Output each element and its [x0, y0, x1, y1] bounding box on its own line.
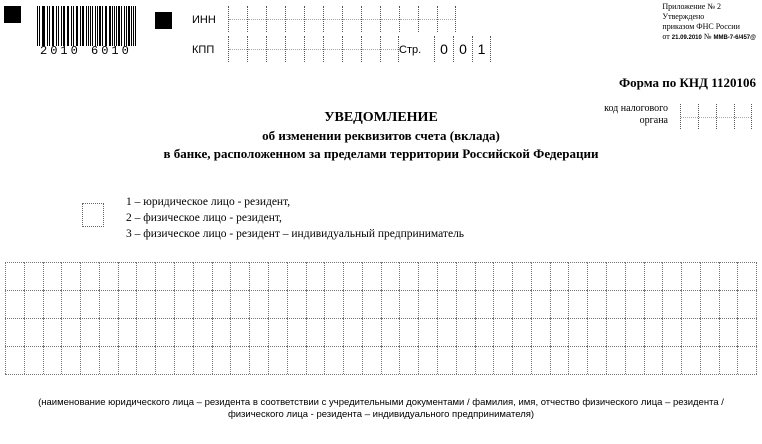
- input-cell[interactable]: [174, 346, 193, 374]
- input-cell[interactable]: [285, 36, 304, 62]
- applicant-type-option-2: 2 – физическое лицо - резидент,: [126, 212, 282, 224]
- inn-field[interactable]: [228, 6, 456, 32]
- input-cell[interactable]: [155, 346, 174, 374]
- name-grid-row: [5, 346, 757, 375]
- input-cell[interactable]: [418, 346, 437, 374]
- input-cell[interactable]: [343, 290, 362, 318]
- input-cell[interactable]: [700, 318, 719, 346]
- approval-number: ММВ-7-6/457@: [713, 35, 756, 41]
- input-cell[interactable]: [324, 346, 343, 374]
- document-title: УВЕДОМЛЕНИЕ: [324, 110, 438, 125]
- input-cell[interactable]: [99, 290, 118, 318]
- input-cell[interactable]: [361, 6, 380, 32]
- input-cell[interactable]: [550, 318, 569, 346]
- approval-block: [662, 2, 756, 43]
- input-cell[interactable]: [80, 262, 99, 290]
- input-cell[interactable]: [323, 36, 342, 62]
- document-subtitle-2: в банке, расположенном за пределами территории Российской Федерации: [163, 146, 599, 161]
- input-cell[interactable]: [230, 262, 249, 290]
- input-cell[interactable]: [247, 6, 266, 32]
- input-cell[interactable]: [587, 318, 606, 346]
- input-cell[interactable]: [80, 290, 99, 318]
- input-cell[interactable]: [662, 290, 681, 318]
- input-cell[interactable]: [230, 318, 249, 346]
- input-cell[interactable]: [287, 262, 306, 290]
- input-cell[interactable]: [644, 318, 663, 346]
- barcode-bar: [109, 6, 110, 46]
- barcode-bar: [43, 6, 44, 46]
- input-cell[interactable]: [136, 262, 155, 290]
- input-cell[interactable]: [287, 290, 306, 318]
- input-cell[interactable]: [362, 318, 381, 346]
- input-cell[interactable]: [136, 318, 155, 346]
- barcode-bar: [58, 6, 59, 46]
- name-grid-row: [5, 290, 757, 318]
- input-cell[interactable]: [737, 290, 757, 318]
- barcode-bar: [47, 6, 49, 46]
- form-code: Форма по КНД 1120106: [619, 75, 756, 90]
- input-cell[interactable]: [249, 318, 268, 346]
- barcode-bar: [112, 6, 113, 46]
- document-subtitle: об изменении реквизитов счета (вклада): [262, 128, 500, 143]
- input-cell[interactable]: [737, 318, 757, 346]
- barcode-bar: [118, 6, 120, 46]
- input-cell[interactable]: [266, 6, 285, 32]
- barcode-bar: [99, 6, 101, 46]
- barcode-bar: [121, 6, 122, 46]
- input-cell[interactable]: [625, 262, 644, 290]
- input-cell[interactable]: [662, 262, 681, 290]
- input-cell[interactable]: [399, 290, 418, 318]
- input-cell[interactable]: [625, 346, 644, 374]
- input-cell[interactable]: [324, 318, 343, 346]
- input-cell[interactable]: [118, 290, 137, 318]
- input-cell[interactable]: [230, 290, 249, 318]
- barcode-bar: [131, 6, 132, 46]
- applicant-type-option-3: 3 – физическое лицо - резидент – индивидуальный предприниматель: [126, 228, 465, 240]
- input-cell[interactable]: [587, 346, 606, 374]
- tax-authority-label-line: код налогового: [604, 103, 668, 114]
- input-cell[interactable]: [155, 290, 174, 318]
- input-cell[interactable]: [437, 6, 456, 32]
- barcode-bar: [80, 6, 81, 46]
- kpp-label: КПП: [192, 44, 215, 56]
- input-cell[interactable]: [5, 262, 24, 290]
- input-cell[interactable]: [719, 290, 738, 318]
- input-cell[interactable]: [437, 318, 456, 346]
- applicant-type-field[interactable]: [82, 203, 104, 227]
- input-cell[interactable]: [228, 6, 247, 32]
- input-cell[interactable]: [61, 346, 80, 374]
- input-cell[interactable]: [342, 6, 361, 32]
- input-cell[interactable]: [737, 262, 757, 290]
- barcode-bar: [52, 6, 53, 46]
- input-cell[interactable]: [700, 290, 719, 318]
- input-cell[interactable]: [512, 346, 531, 374]
- barcode-bar: [61, 6, 62, 46]
- input-cell[interactable]: [606, 262, 625, 290]
- input-cell[interactable]: [531, 262, 550, 290]
- approval-line: Утверждено: [662, 12, 705, 21]
- barcode-number: 2010 6010: [40, 44, 132, 58]
- input-cell[interactable]: [399, 6, 418, 32]
- input-cell[interactable]: [174, 262, 193, 290]
- barcode-bar: [95, 6, 96, 46]
- approval-date-prefix: от: [662, 32, 670, 41]
- input-cell[interactable]: [587, 290, 606, 318]
- barcode-bar: [88, 6, 89, 46]
- input-cell[interactable]: [230, 346, 249, 374]
- input-cell[interactable]: [625, 290, 644, 318]
- input-cell[interactable]: [625, 318, 644, 346]
- input-cell[interactable]: [475, 290, 494, 318]
- input-cell[interactable]: [249, 346, 268, 374]
- input-cell[interactable]: [362, 262, 381, 290]
- input-cell[interactable]: [681, 262, 700, 290]
- input-cell[interactable]: [155, 318, 174, 346]
- approval-date: 21.09.2010: [671, 35, 702, 41]
- approval-line: [662, 32, 756, 43]
- barcode-bar: [77, 6, 78, 46]
- input-cell[interactable]: [399, 318, 418, 346]
- name-grid-row: [5, 318, 757, 346]
- input-cell[interactable]: [118, 262, 137, 290]
- input-cell[interactable]: [306, 262, 325, 290]
- barcode: [37, 6, 138, 46]
- barcode-bar: [135, 6, 136, 46]
- page-digit: 0: [453, 36, 472, 62]
- input-cell[interactable]: [456, 318, 475, 346]
- input-cell[interactable]: [437, 262, 456, 290]
- input-cell[interactable]: [719, 262, 738, 290]
- input-cell[interactable]: [437, 346, 456, 374]
- input-cell[interactable]: [61, 262, 80, 290]
- kpp-field[interactable]: [228, 36, 399, 62]
- input-cell[interactable]: [606, 290, 625, 318]
- corner-marker-left: [4, 6, 21, 23]
- input-cell[interactable]: [381, 346, 400, 374]
- input-cell[interactable]: [550, 290, 569, 318]
- barcode-bar: [73, 6, 74, 46]
- input-cell[interactable]: [700, 262, 719, 290]
- input-cell[interactable]: [399, 346, 418, 374]
- barcode-bar: [105, 6, 106, 46]
- input-cell[interactable]: [342, 36, 361, 62]
- input-cell[interactable]: [155, 262, 174, 290]
- caption-line: физического лица - резидента – индивидуального предпринимателя): [227, 409, 535, 420]
- barcode-bar: [133, 6, 134, 46]
- barcode-bar: [124, 6, 125, 46]
- approval-number-prefix: №: [703, 32, 712, 41]
- input-cell[interactable]: [662, 346, 681, 374]
- applicant-type-option-1: 1 – юридическое лицо - резидент,: [126, 196, 291, 208]
- input-cell[interactable]: [324, 290, 343, 318]
- input-cell[interactable]: [719, 346, 738, 374]
- input-cell[interactable]: [306, 318, 325, 346]
- input-cell[interactable]: [456, 262, 475, 290]
- barcode-bar: [67, 6, 68, 46]
- input-cell[interactable]: [681, 290, 700, 318]
- input-cell[interactable]: [681, 318, 700, 346]
- input-cell[interactable]: [568, 318, 587, 346]
- input-cell[interactable]: [249, 262, 268, 290]
- input-cell[interactable]: [493, 290, 512, 318]
- tax-authority-label-line: органа: [639, 115, 668, 126]
- input-cell[interactable]: [24, 290, 43, 318]
- input-cell[interactable]: [268, 346, 287, 374]
- input-cell[interactable]: [362, 346, 381, 374]
- input-cell[interactable]: [381, 318, 400, 346]
- barcode-bar: [106, 6, 107, 46]
- input-cell[interactable]: [475, 262, 494, 290]
- input-cell[interactable]: [61, 290, 80, 318]
- input-cell[interactable]: [550, 262, 569, 290]
- input-cell[interactable]: [719, 318, 738, 346]
- barcode-bar: [49, 6, 50, 46]
- barcode-bar: [116, 6, 117, 46]
- input-cell[interactable]: [193, 290, 212, 318]
- input-cell[interactable]: [475, 346, 494, 374]
- input-cell[interactable]: [193, 262, 212, 290]
- input-cell[interactable]: [418, 290, 437, 318]
- input-cell[interactable]: [324, 262, 343, 290]
- barcode-bar: [126, 6, 127, 46]
- name-field-grid[interactable]: [5, 262, 757, 375]
- input-cell[interactable]: [99, 262, 118, 290]
- page-digit: 0: [434, 36, 453, 62]
- input-cell[interactable]: [212, 318, 231, 346]
- input-cell[interactable]: [118, 346, 137, 374]
- input-cell[interactable]: [644, 262, 663, 290]
- input-cell[interactable]: [80, 318, 99, 346]
- barcode-bar: [114, 6, 115, 46]
- input-cell[interactable]: [24, 262, 43, 290]
- input-cell[interactable]: [361, 36, 380, 62]
- inn-label: ИНН: [192, 14, 216, 26]
- input-cell[interactable]: [512, 290, 531, 318]
- input-cell[interactable]: [587, 262, 606, 290]
- input-cell[interactable]: [136, 346, 155, 374]
- input-cell[interactable]: [266, 36, 285, 62]
- barcode-bar: [63, 6, 65, 46]
- input-cell[interactable]: [606, 318, 625, 346]
- input-cell[interactable]: [737, 346, 757, 374]
- input-cell[interactable]: [399, 262, 418, 290]
- input-cell[interactable]: [193, 346, 212, 374]
- input-cell[interactable]: [99, 346, 118, 374]
- barcode-bar: [68, 6, 69, 46]
- input-cell[interactable]: [418, 262, 437, 290]
- barcode-bar: [86, 6, 87, 46]
- caption-line: (наименование юридического лица – резидента в соответствии с учредительными документами / фамилия, имя, отчество физического лица – резидента /: [38, 397, 724, 408]
- input-cell[interactable]: [380, 6, 399, 32]
- input-cell[interactable]: [136, 290, 155, 318]
- input-cell[interactable]: [381, 290, 400, 318]
- input-cell[interactable]: [212, 346, 231, 374]
- input-cell[interactable]: [700, 346, 719, 374]
- input-cell[interactable]: [268, 290, 287, 318]
- input-cell[interactable]: [644, 346, 663, 374]
- input-cell[interactable]: [306, 290, 325, 318]
- input-cell[interactable]: [174, 318, 193, 346]
- input-cell[interactable]: [212, 290, 231, 318]
- input-cell[interactable]: [304, 36, 323, 62]
- barcode-bar: [76, 6, 77, 46]
- barcode-bar: [128, 6, 129, 46]
- input-cell[interactable]: [437, 290, 456, 318]
- input-cell[interactable]: [99, 318, 118, 346]
- input-cell[interactable]: [512, 318, 531, 346]
- input-cell[interactable]: [681, 346, 700, 374]
- input-cell[interactable]: [343, 262, 362, 290]
- barcode-bar: [90, 6, 91, 46]
- input-cell[interactable]: [568, 290, 587, 318]
- barcode-bar: [42, 6, 43, 46]
- input-cell[interactable]: [512, 262, 531, 290]
- approval-line: приказом ФНС России: [662, 22, 740, 31]
- input-cell[interactable]: [418, 6, 437, 32]
- input-cell[interactable]: [5, 290, 24, 318]
- approval-line: Приложение № 2: [662, 2, 721, 11]
- input-cell[interactable]: [568, 346, 587, 374]
- input-cell[interactable]: [456, 346, 475, 374]
- input-cell[interactable]: [606, 346, 625, 374]
- barcode-bar: [53, 6, 54, 46]
- barcode-bar: [102, 6, 103, 46]
- page-label: Стр.: [399, 44, 422, 56]
- input-cell[interactable]: [228, 36, 247, 62]
- input-cell[interactable]: [531, 318, 550, 346]
- input-cell[interactable]: [644, 290, 663, 318]
- corner-marker-right: [155, 12, 172, 29]
- input-cell[interactable]: [493, 318, 512, 346]
- input-cell[interactable]: [24, 318, 43, 346]
- input-cell[interactable]: [43, 318, 62, 346]
- input-cell[interactable]: [343, 318, 362, 346]
- input-cell[interactable]: [662, 318, 681, 346]
- barcode-bar: [71, 6, 72, 46]
- input-cell[interactable]: [475, 318, 494, 346]
- input-cell[interactable]: [550, 346, 569, 374]
- input-cell[interactable]: [306, 346, 325, 374]
- page-number-field[interactable]: [434, 36, 491, 62]
- input-cell[interactable]: [5, 318, 24, 346]
- input-cell[interactable]: [493, 262, 512, 290]
- barcode-bar: [82, 6, 84, 46]
- barcode-bar: [97, 6, 98, 46]
- input-cell[interactable]: [43, 346, 62, 374]
- input-cell[interactable]: [61, 318, 80, 346]
- input-cell[interactable]: [43, 290, 62, 318]
- input-cell[interactable]: [174, 290, 193, 318]
- input-cell[interactable]: [304, 6, 323, 32]
- input-cell[interactable]: [362, 290, 381, 318]
- input-cell[interactable]: [493, 346, 512, 374]
- input-cell[interactable]: [381, 262, 400, 290]
- input-cell[interactable]: [285, 6, 304, 32]
- input-cell[interactable]: [268, 262, 287, 290]
- input-cell[interactable]: [80, 346, 99, 374]
- input-cell[interactable]: [43, 262, 62, 290]
- page-digit: 1: [472, 36, 491, 62]
- input-cell[interactable]: [568, 262, 587, 290]
- input-cell[interactable]: [380, 36, 399, 62]
- input-cell[interactable]: [24, 346, 43, 374]
- input-cell[interactable]: [287, 318, 306, 346]
- input-cell[interactable]: [456, 290, 475, 318]
- input-cell[interactable]: [343, 346, 362, 374]
- input-cell[interactable]: [118, 318, 137, 346]
- barcode-bar: [37, 6, 38, 46]
- input-cell[interactable]: [531, 290, 550, 318]
- barcode-bar: [92, 6, 93, 46]
- input-cell[interactable]: [247, 36, 266, 62]
- barcode-bar: [39, 6, 40, 46]
- input-cell[interactable]: [212, 262, 231, 290]
- input-cell[interactable]: [418, 318, 437, 346]
- name-grid-row: [5, 262, 757, 290]
- input-cell[interactable]: [5, 346, 24, 374]
- name-field-caption: [20, 397, 742, 421]
- input-cell[interactable]: [323, 6, 342, 32]
- input-cell[interactable]: [193, 318, 212, 346]
- input-cell[interactable]: [287, 346, 306, 374]
- input-cell[interactable]: [268, 318, 287, 346]
- barcode-bar: [56, 6, 57, 46]
- input-cell[interactable]: [249, 290, 268, 318]
- input-cell[interactable]: [531, 346, 550, 374]
